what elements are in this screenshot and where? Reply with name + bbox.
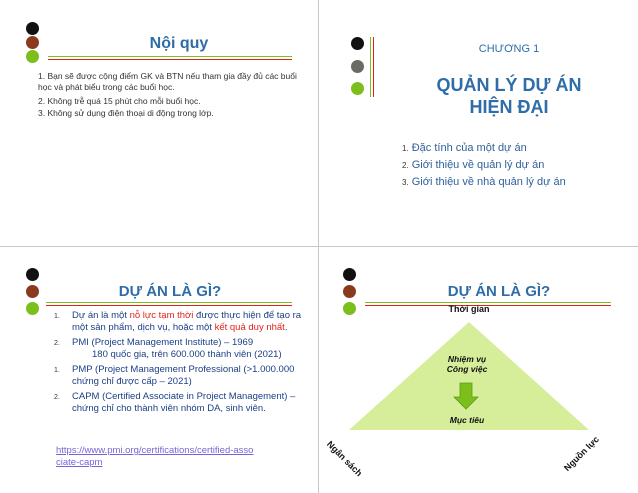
- list-item: 2. CAPM (Certified Associate in Project Management) – chứng chỉ cho thành viên nhóm DA, sinh viên.: [54, 391, 296, 414]
- title-rule-red: [48, 59, 292, 60]
- title-rule: [46, 302, 292, 303]
- rule-item-1: 1. Bạn sẽ được cộng điểm GK và BTN nếu tham gia đầy đủ các buổi học và phát biểu trong các buổi học.: [38, 71, 297, 92]
- slide-3: [0, 247, 318, 493]
- bullet-dot-black: [26, 22, 39, 35]
- list-item: 1. Dự án là một nỗ lực tạm thời được thực hiện để tạo ra một sản phẩm, dịch vụ, hoặc một kết quả duy nhất.: [54, 310, 302, 333]
- rule-item-2: 2. Không trễ quá 15 phút cho mỗi buổi học.: [38, 96, 201, 106]
- page-title: DỰ ÁN LÀ GÌ?: [118, 283, 222, 300]
- bullet-dot-brown: [26, 285, 39, 298]
- chapter-title-line-1: QUẢN LÝ DỰ ÁN: [436, 75, 582, 95]
- list-item: 1. PMP (Project Management Professional (>1.000.000 chứng chỉ được cấp – 2021): [54, 364, 295, 387]
- page-title: DỰ ÁN LÀ GÌ?: [447, 283, 551, 300]
- bullet-dot-black: [26, 268, 39, 281]
- task-label-line-2: Công việc: [446, 364, 488, 374]
- resource-label: Nguồn lực: [562, 434, 601, 474]
- bullet-dot-green: [351, 82, 364, 95]
- title-rule-red: [46, 305, 292, 306]
- triangle-shape: [349, 322, 589, 430]
- rule-item-3: 3. Không sử dụng điện thoại di động trong lớp.: [38, 108, 214, 118]
- vertical-rule-red: [373, 37, 374, 97]
- list-item: 2. PMI (Project Management Institute) – 1969: [54, 337, 254, 348]
- topic-item: 2. Giới thiệu về quản lý dự án: [402, 159, 545, 171]
- time-label: Thời gian: [448, 304, 490, 314]
- bullet-dot-green: [26, 302, 39, 315]
- list-subitem: 180 quốc gia, trên 600.000 thành viên (2021): [92, 349, 282, 360]
- bullet-dot-brown: [26, 36, 39, 49]
- pmi-capm-link[interactable]: https://www.pmi.org/certifications/certified-associate-capm: [56, 445, 254, 468]
- chapter-label: CHƯƠNG 1: [478, 43, 540, 55]
- bullet-dot-black: [351, 37, 364, 50]
- topic-list: [402, 140, 632, 191]
- goal-label: Mục tiêu: [449, 415, 485, 425]
- bullet-dot-gray: [351, 60, 364, 73]
- page-title: Nội quy: [149, 35, 209, 52]
- topic-item: 1. Đặc tính của một dự án: [402, 142, 527, 154]
- bullet-dot-green: [26, 50, 39, 63]
- title-rule: [48, 56, 292, 57]
- budget-label: Ngân sách: [324, 439, 365, 479]
- slide-2: [319, 0, 638, 246]
- slide-4: [319, 247, 638, 493]
- vertical-rule-green: [370, 37, 371, 97]
- chapter-title-line-2: HIỆN ĐẠI: [469, 97, 549, 117]
- task-label-line-1: Nhiệm vụ: [447, 354, 487, 364]
- definition-list: [54, 310, 304, 418]
- topic-item: 3. Giới thiệu về nhà quản lý dự án: [402, 176, 566, 188]
- slide-1: [0, 0, 318, 246]
